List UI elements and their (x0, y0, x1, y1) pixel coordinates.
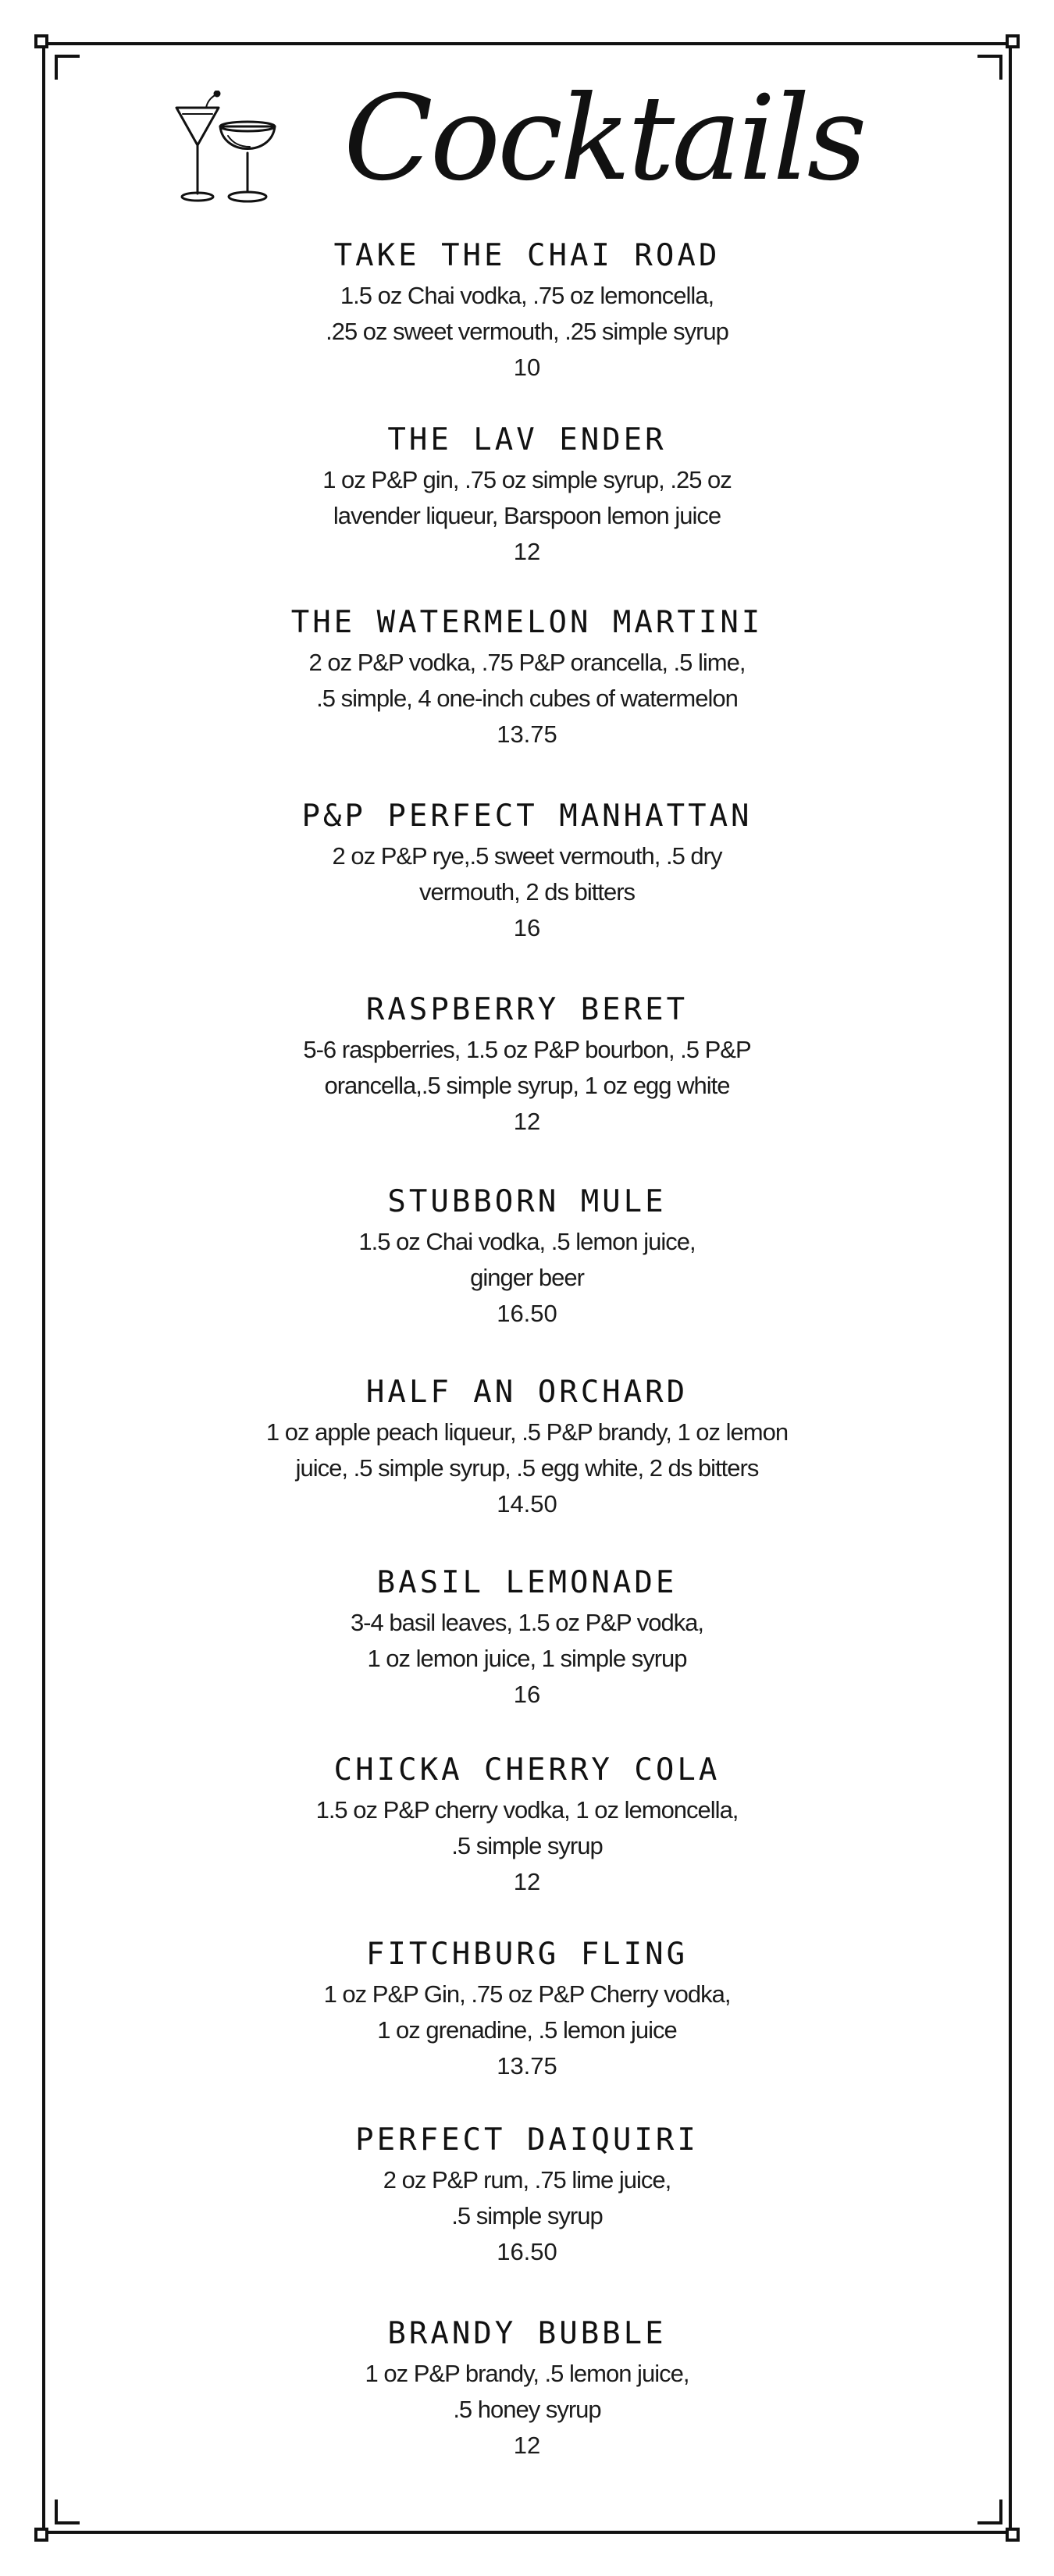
item-name: STUBBORN MULE (387, 1184, 667, 1219)
item-ingredients: 1.5 oz P&P cherry vodka, 1 oz lemoncella, .5 simple syrup (315, 1796, 739, 1859)
cocktail-glasses-icon (172, 91, 289, 208)
border-notch-bottom-right (977, 2500, 1002, 2524)
item-name: FITCHBURG FLING (365, 1937, 689, 1972)
item-name: BASIL LEMONADE (376, 1565, 678, 1600)
menu-item (195, 234, 859, 386)
item-price: 16.50 (497, 2238, 557, 2265)
item-price: 16.50 (497, 1300, 557, 1327)
border-corner-bottom-left (34, 2528, 48, 2542)
item-ingredients: 3-4 basil leaves, 1.5 oz P&P vodka, 1 oz lemon juice, 1 simple syrup (350, 1609, 704, 1672)
menu-item (195, 1561, 859, 1713)
item-name: CHICKA CHERRY COLA (333, 1752, 721, 1788)
item-name: RASPBERRY BERET (365, 992, 689, 1027)
item-price: 12 (513, 2432, 541, 2459)
menu-item (195, 795, 859, 946)
menu-item (195, 1180, 859, 1332)
item-price: 12 (513, 1868, 541, 1895)
menu-header (0, 62, 1054, 219)
page-title: Cocktails (344, 71, 864, 207)
menu-item (195, 418, 859, 570)
menu-item (195, 2119, 859, 2270)
item-name: BRANDY BUBBLE (387, 2316, 667, 2351)
item-ingredients: 1 oz P&P brandy, .5 lemon juice, .5 honey syrup (365, 2360, 689, 2423)
item-ingredients: 1.5 oz Chai vodka, .75 oz lemoncella, .25 oz sweet vermouth, .25 simple syrup (326, 282, 728, 345)
item-price: 16 (513, 914, 541, 941)
item-ingredients: 1 oz P&P Gin, .75 oz P&P Cherry vodka, 1 oz grenadine, .5 lemon juice (323, 1980, 731, 2044)
menu-item (195, 2312, 859, 2464)
item-ingredients: 2 oz P&P rum, .75 lime juice, .5 simple syrup (383, 2166, 671, 2229)
item-price: 10 (513, 354, 541, 381)
menu-item (195, 1749, 859, 1900)
item-name: THE LAV ENDER (387, 422, 667, 457)
item-ingredients: 2 oz P&P vodka, .75 P&P orancella, .5 lime, .5 simple, 4 one-inch cubes of watermelon (308, 649, 746, 712)
item-ingredients: 1.5 oz Chai vodka, .5 lemon juice, ginger beer (358, 1228, 696, 1291)
menu-item (195, 1933, 859, 2084)
item-price: 16 (513, 1681, 541, 1708)
item-price: 12 (513, 538, 541, 565)
menu-item (195, 601, 859, 753)
item-ingredients: 1 oz P&P gin, .75 oz simple syrup, .25 oz lavender liqueur, Barspoon lemon juice (322, 466, 732, 529)
item-ingredients: 2 oz P&P rye,.5 sweet vermouth, .5 dry vermouth, 2 ds bitters (332, 842, 722, 906)
border-corner-top-right (1006, 34, 1020, 48)
item-name: HALF AN ORCHARD (365, 1375, 689, 1410)
border-corner-bottom-right (1006, 2528, 1020, 2542)
border-notch-bottom-left (55, 2500, 80, 2524)
item-name: THE WATERMELON MARTINI (290, 605, 764, 640)
item-price: 13.75 (497, 720, 557, 748)
item-name: P&P PERFECT MANHATTAN (301, 799, 753, 834)
item-name: TAKE THE CHAI ROAD (333, 238, 721, 273)
menu-item (195, 1371, 859, 1522)
item-ingredients: 5-6 raspberries, 1.5 oz P&P bourbon, .5 P&P orancella,.5 simple syrup, 1 oz egg white (303, 1036, 751, 1099)
item-name: PERFECT DAIQUIRI (355, 2122, 699, 2158)
item-price: 14.50 (497, 1490, 557, 1517)
item-price: 13.75 (497, 2052, 557, 2080)
border-corner-top-left (34, 34, 48, 48)
item-ingredients: 1 oz apple peach liqueur, .5 P&P brandy, 1 oz lemon juice, .5 simple syrup, .5 egg white, 2 ds bitters (265, 1418, 789, 1482)
menu-item (195, 988, 859, 1140)
item-price: 12 (513, 1108, 541, 1135)
